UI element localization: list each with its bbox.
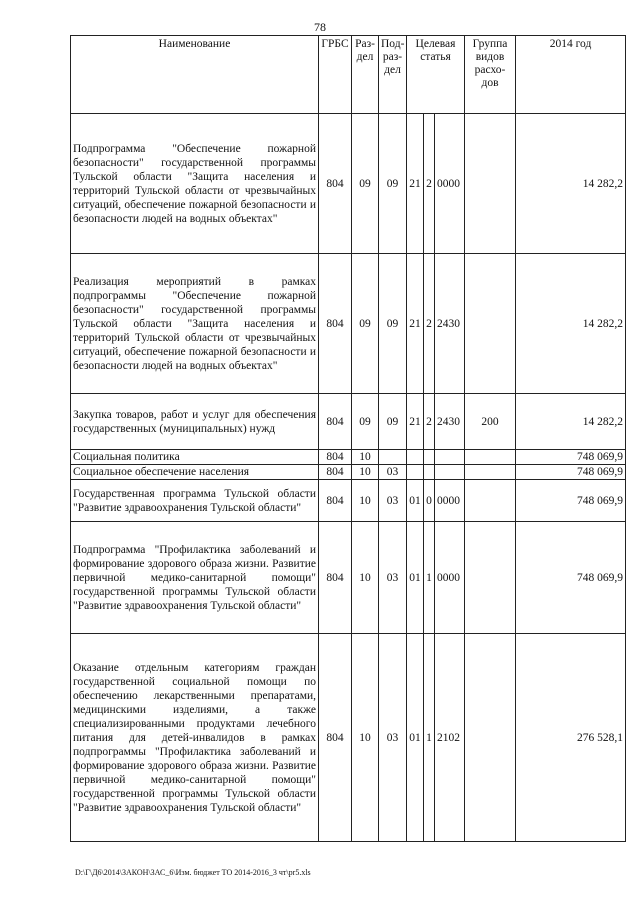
cell-target-code (435, 465, 465, 480)
cell-target-code: 0000 (435, 114, 465, 254)
cell-amount-2014: 14 282,2 (516, 254, 626, 394)
header-year: 2014 год (516, 36, 626, 114)
cell-grbs: 804 (319, 114, 352, 254)
cell-razdel: 10 (352, 634, 379, 842)
cell-target-code: 2102 (435, 634, 465, 842)
cell-target-subprogram: 2 (424, 254, 435, 394)
cell-razdel: 10 (352, 480, 379, 522)
cell-name: Социальное обеспечение населения (71, 465, 319, 480)
cell-razdel: 10 (352, 450, 379, 465)
cell-podrazdel: 03 (379, 465, 407, 480)
cell-expense-group (465, 480, 516, 522)
header-podrazdel: Под-раз-дел (379, 36, 407, 114)
table-row (71, 465, 626, 480)
cell-target-subprogram: 2 (424, 394, 435, 450)
header-grbs: ГРБС (319, 36, 352, 114)
cell-podrazdel: 09 (379, 114, 407, 254)
header-expense-group: Группа видов расхо-дов (465, 36, 516, 114)
cell-target-program (407, 450, 424, 465)
cell-razdel: 10 (352, 522, 379, 634)
header-name: Наименование (71, 36, 319, 114)
table-row (71, 480, 626, 522)
cell-razdel: 09 (352, 394, 379, 450)
cell-podrazdel: 03 (379, 480, 407, 522)
table-row (71, 450, 626, 465)
cell-grbs: 804 (319, 522, 352, 634)
cell-target-subprogram (424, 465, 435, 480)
cell-name: Подпрограмма "Обеспечение пожарной безопасности" государственной программы Тульской области "Защита населения и территорий Тульской области от чрезвычайных ситуаций, обеспечение пожарной безопасности и безопасности людей на водных объектах" (71, 114, 319, 254)
cell-target-subprogram (424, 450, 435, 465)
cell-amount-2014: 276 528,1 (516, 634, 626, 842)
cell-target-subprogram: 0 (424, 480, 435, 522)
table-row (71, 394, 626, 450)
header-row (71, 36, 626, 114)
page-number: 78 (314, 20, 326, 34)
cell-expense-group (465, 114, 516, 254)
cell-target-subprogram: 2 (424, 114, 435, 254)
cell-target-program: 01 (407, 634, 424, 842)
cell-expense-group (465, 465, 516, 480)
cell-name: Социальная политика (71, 450, 319, 465)
cell-target-program (407, 465, 424, 480)
cell-podrazdel: 09 (379, 394, 407, 450)
cell-name: Подпрограмма "Профилактика заболеваний и формирование здорового образа жизни. Развитие первичной медико-санитарной помощи" государственной программы Тульской области "Развитие здравоохранения Тульской области" (71, 522, 319, 634)
table-row (71, 634, 626, 842)
cell-target-subprogram: 1 (424, 522, 435, 634)
cell-grbs: 804 (319, 634, 352, 842)
file-path-footer: D:\Г\Д6\2014\ЗАКОН\ЗАС_6\Изм. бюджет ТО 2014-2016_3 чт\pr5.xls (75, 868, 311, 877)
cell-expense-group (465, 450, 516, 465)
cell-target-program: 21 (407, 114, 424, 254)
cell-razdel: 09 (352, 114, 379, 254)
cell-amount-2014: 748 069,9 (516, 450, 626, 465)
cell-name: Государственная программа Тульской области "Развитие здравоохранения Тульской области" (71, 480, 319, 522)
cell-amount-2014: 14 282,2 (516, 394, 626, 450)
cell-amount-2014: 748 069,9 (516, 480, 626, 522)
cell-amount-2014: 14 282,2 (516, 114, 626, 254)
header-razdel: Раз-дел (352, 36, 379, 114)
cell-expense-group (465, 522, 516, 634)
table-row (71, 254, 626, 394)
cell-amount-2014: 748 069,9 (516, 522, 626, 634)
cell-name: Оказание отдельным категориям граждан государственной социальной помощи по обеспечению лекарственными препаратами, медицинскими изделиями, а также специализированными продуктами лечебного питания для детей-инвалидов в рамках подпрограммы "Профилактика заболеваний и формирование здорового образа жизни. Развитие первичной медико-санитарной помощи" государственной программы Тульской области "Развитие здравоохранения Тульской области" (71, 634, 319, 842)
table-row (71, 522, 626, 634)
cell-target-program: 21 (407, 254, 424, 394)
cell-grbs: 804 (319, 465, 352, 480)
cell-expense-group: 200 (465, 394, 516, 450)
cell-podrazdel: 03 (379, 522, 407, 634)
cell-target-code: 2430 (435, 394, 465, 450)
cell-grbs: 804 (319, 480, 352, 522)
cell-podrazdel: 09 (379, 254, 407, 394)
cell-grbs: 804 (319, 394, 352, 450)
cell-target-code (435, 450, 465, 465)
cell-razdel: 10 (352, 465, 379, 480)
cell-target-code: 2430 (435, 254, 465, 394)
cell-target-code: 0000 (435, 522, 465, 634)
cell-expense-group (465, 254, 516, 394)
table-row (71, 114, 626, 254)
cell-target-subprogram: 1 (424, 634, 435, 842)
cell-podrazdel (379, 450, 407, 465)
budget-table (70, 35, 626, 842)
cell-target-code: 0000 (435, 480, 465, 522)
cell-target-program: 21 (407, 394, 424, 450)
cell-target-program: 01 (407, 480, 424, 522)
cell-expense-group (465, 634, 516, 842)
header-target-article: Целевая статья (407, 36, 465, 114)
cell-podrazdel: 03 (379, 634, 407, 842)
cell-target-program: 01 (407, 522, 424, 634)
cell-grbs: 804 (319, 254, 352, 394)
cell-name: Закупка товаров, работ и услуг для обеспечения государственных (муниципальных) нужд (71, 394, 319, 450)
cell-razdel: 09 (352, 254, 379, 394)
cell-grbs: 804 (319, 450, 352, 465)
cell-amount-2014: 748 069,9 (516, 465, 626, 480)
cell-name: Реализация мероприятий в рамках подпрограммы "Обеспечение пожарной безопасности" государственной программы Тульской области "Защита населения и территорий Тульской области от чрезвычайных ситуаций, обеспечение пожарной безопасности и безопасности людей на водных объектах" (71, 254, 319, 394)
